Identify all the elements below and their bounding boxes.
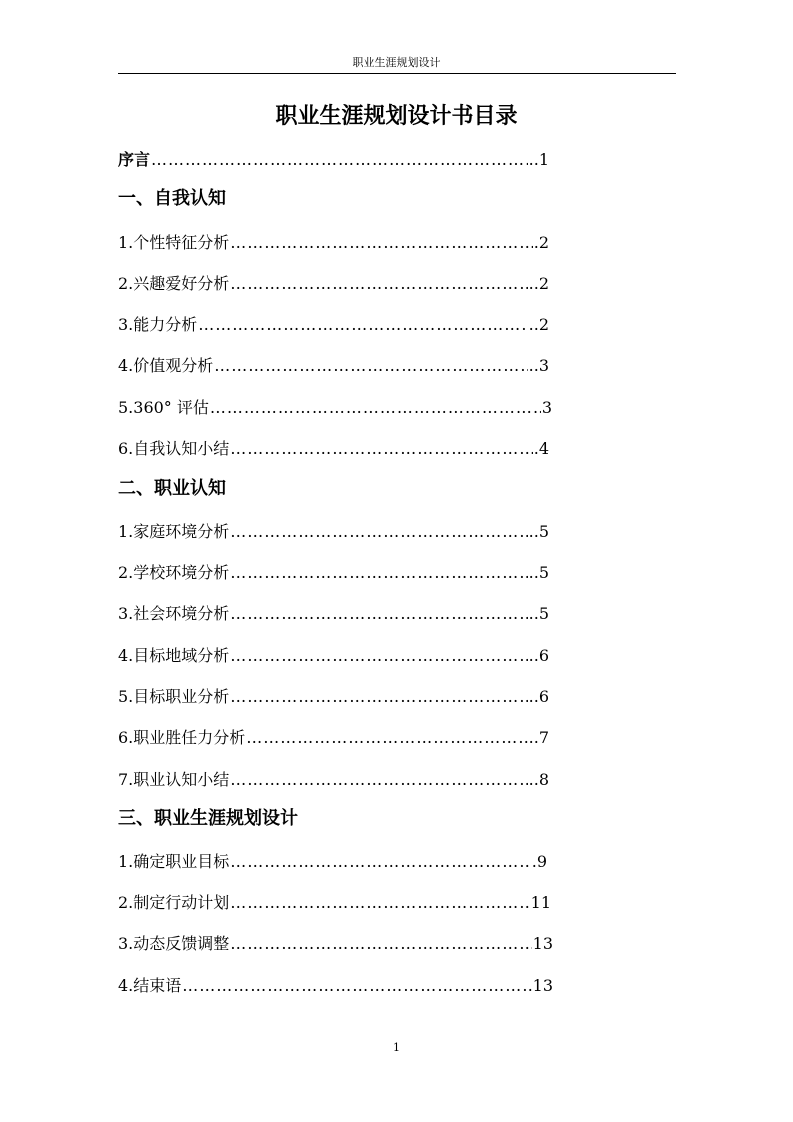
toc-leader-dots <box>246 727 527 749</box>
toc-entry-page: 13 <box>532 934 553 953</box>
toc-entry[interactable] <box>118 517 549 543</box>
section-heading-career-awareness[interactable]: 二、职业认知 <box>118 478 226 499</box>
toc-entry-label: 2.学校环境分析 <box>118 563 230 582</box>
toc-entry[interactable] <box>118 847 547 873</box>
toc-entry-label: 2.兴趣爱好分析 <box>118 274 230 293</box>
toc-leader-dots <box>151 149 528 171</box>
toc-entry-label: 2.制定行动计划 <box>118 893 230 912</box>
toc-entry-page: .2 <box>533 233 549 252</box>
toc-entry-page: ..6 <box>528 687 549 706</box>
toc-entry-label: 3.动态反馈调整 <box>118 934 230 953</box>
toc-entry-label: 4.结束语 <box>118 976 182 995</box>
toc-entry[interactable] <box>118 434 549 460</box>
toc-leader-dots <box>230 933 531 955</box>
toc-leader-dots <box>230 562 527 584</box>
toc-entry[interactable] <box>118 228 549 254</box>
toc-entry[interactable] <box>118 351 549 377</box>
toc-entry-page: .9 <box>531 852 547 871</box>
toc-entry-label: 3.社会环境分析 <box>118 604 230 623</box>
toc-leader-dots <box>230 645 527 667</box>
page-number: 1 <box>393 1041 400 1054</box>
toc-entry-page: ..8 <box>528 770 549 789</box>
toc-leader-dots <box>214 355 527 377</box>
toc-entry-label: 1.确定职业目标 <box>118 852 230 871</box>
toc-entry-page: ..2 <box>528 315 549 334</box>
toc-entry[interactable] <box>118 723 549 749</box>
toc-entry-page: ..3 <box>528 356 549 375</box>
toc-leader-dots <box>230 851 530 873</box>
toc-entry-label: 4.价值观分析 <box>118 356 214 375</box>
toc-entry-label: 4.目标地域分析 <box>118 646 230 665</box>
toc-entry-page: 11 <box>530 893 551 912</box>
toc-entry-page: ..5 <box>528 522 549 541</box>
toc-leader-dots <box>230 769 527 791</box>
toc-leader-dots <box>230 273 527 295</box>
toc-entry-label: 7.职业认知小结 <box>118 770 230 789</box>
toc-entry-preface[interactable] <box>118 145 549 171</box>
toc-leader-dots <box>230 603 527 625</box>
toc-entry-label: 3.能力分析 <box>118 315 198 334</box>
toc-entry[interactable] <box>118 558 549 584</box>
toc-leader-dots <box>210 397 541 419</box>
toc-entry-page: .4 <box>533 439 549 458</box>
toc-entry[interactable] <box>118 310 549 336</box>
toc-entry-label: 5.360° 评估 <box>118 398 209 417</box>
section-heading-self-awareness[interactable]: 一、自我认知 <box>118 188 226 209</box>
toc-entry[interactable] <box>118 599 549 625</box>
toc-entry[interactable] <box>118 682 549 708</box>
toc-entry-label: 序言 <box>118 150 151 169</box>
toc-entry-label: 1.家庭环境分析 <box>118 522 230 541</box>
toc-entry[interactable] <box>118 269 549 295</box>
toc-entry-page: ..5 <box>528 563 549 582</box>
toc-entry[interactable] <box>118 971 553 997</box>
toc-leader-dots <box>230 438 532 460</box>
toc-entry-label: 5.目标职业分析 <box>118 687 230 706</box>
toc-leader-dots <box>230 232 532 254</box>
toc-entry-page: ..1 <box>528 150 549 169</box>
toc-entry-page: 13 <box>532 976 553 995</box>
toc-entry-page: ..6 <box>528 646 549 665</box>
running-header: 职业生涯规划设计 <box>352 56 441 69</box>
toc-entry[interactable] <box>118 393 552 419</box>
toc-entry-label: 6.自我认知小结 <box>118 439 230 458</box>
toc-entry-page: ..5 <box>528 604 549 623</box>
toc-entry-page: ..7 <box>528 728 549 747</box>
toc-entry-label: 6.职业胜任力分析 <box>118 728 246 747</box>
document-title: 职业生涯规划设计书目录 <box>275 104 518 129</box>
section-heading-career-planning[interactable]: 三、职业生涯规划设计 <box>118 808 298 829</box>
toc-entry-page: 3 <box>541 398 552 417</box>
toc-leader-dots <box>230 686 527 708</box>
toc-entry-label: 1.个性特征分析 <box>118 233 230 252</box>
toc-leader-dots <box>230 892 529 914</box>
toc-leader-dots <box>182 975 531 997</box>
toc-entry[interactable] <box>118 765 549 791</box>
toc-entry[interactable] <box>118 641 549 667</box>
toc-entry-page: ..2 <box>528 274 549 293</box>
toc-entry[interactable] <box>118 929 553 955</box>
toc-entry[interactable] <box>118 888 551 914</box>
toc-leader-dots <box>230 521 527 543</box>
toc-leader-dots <box>198 314 527 336</box>
